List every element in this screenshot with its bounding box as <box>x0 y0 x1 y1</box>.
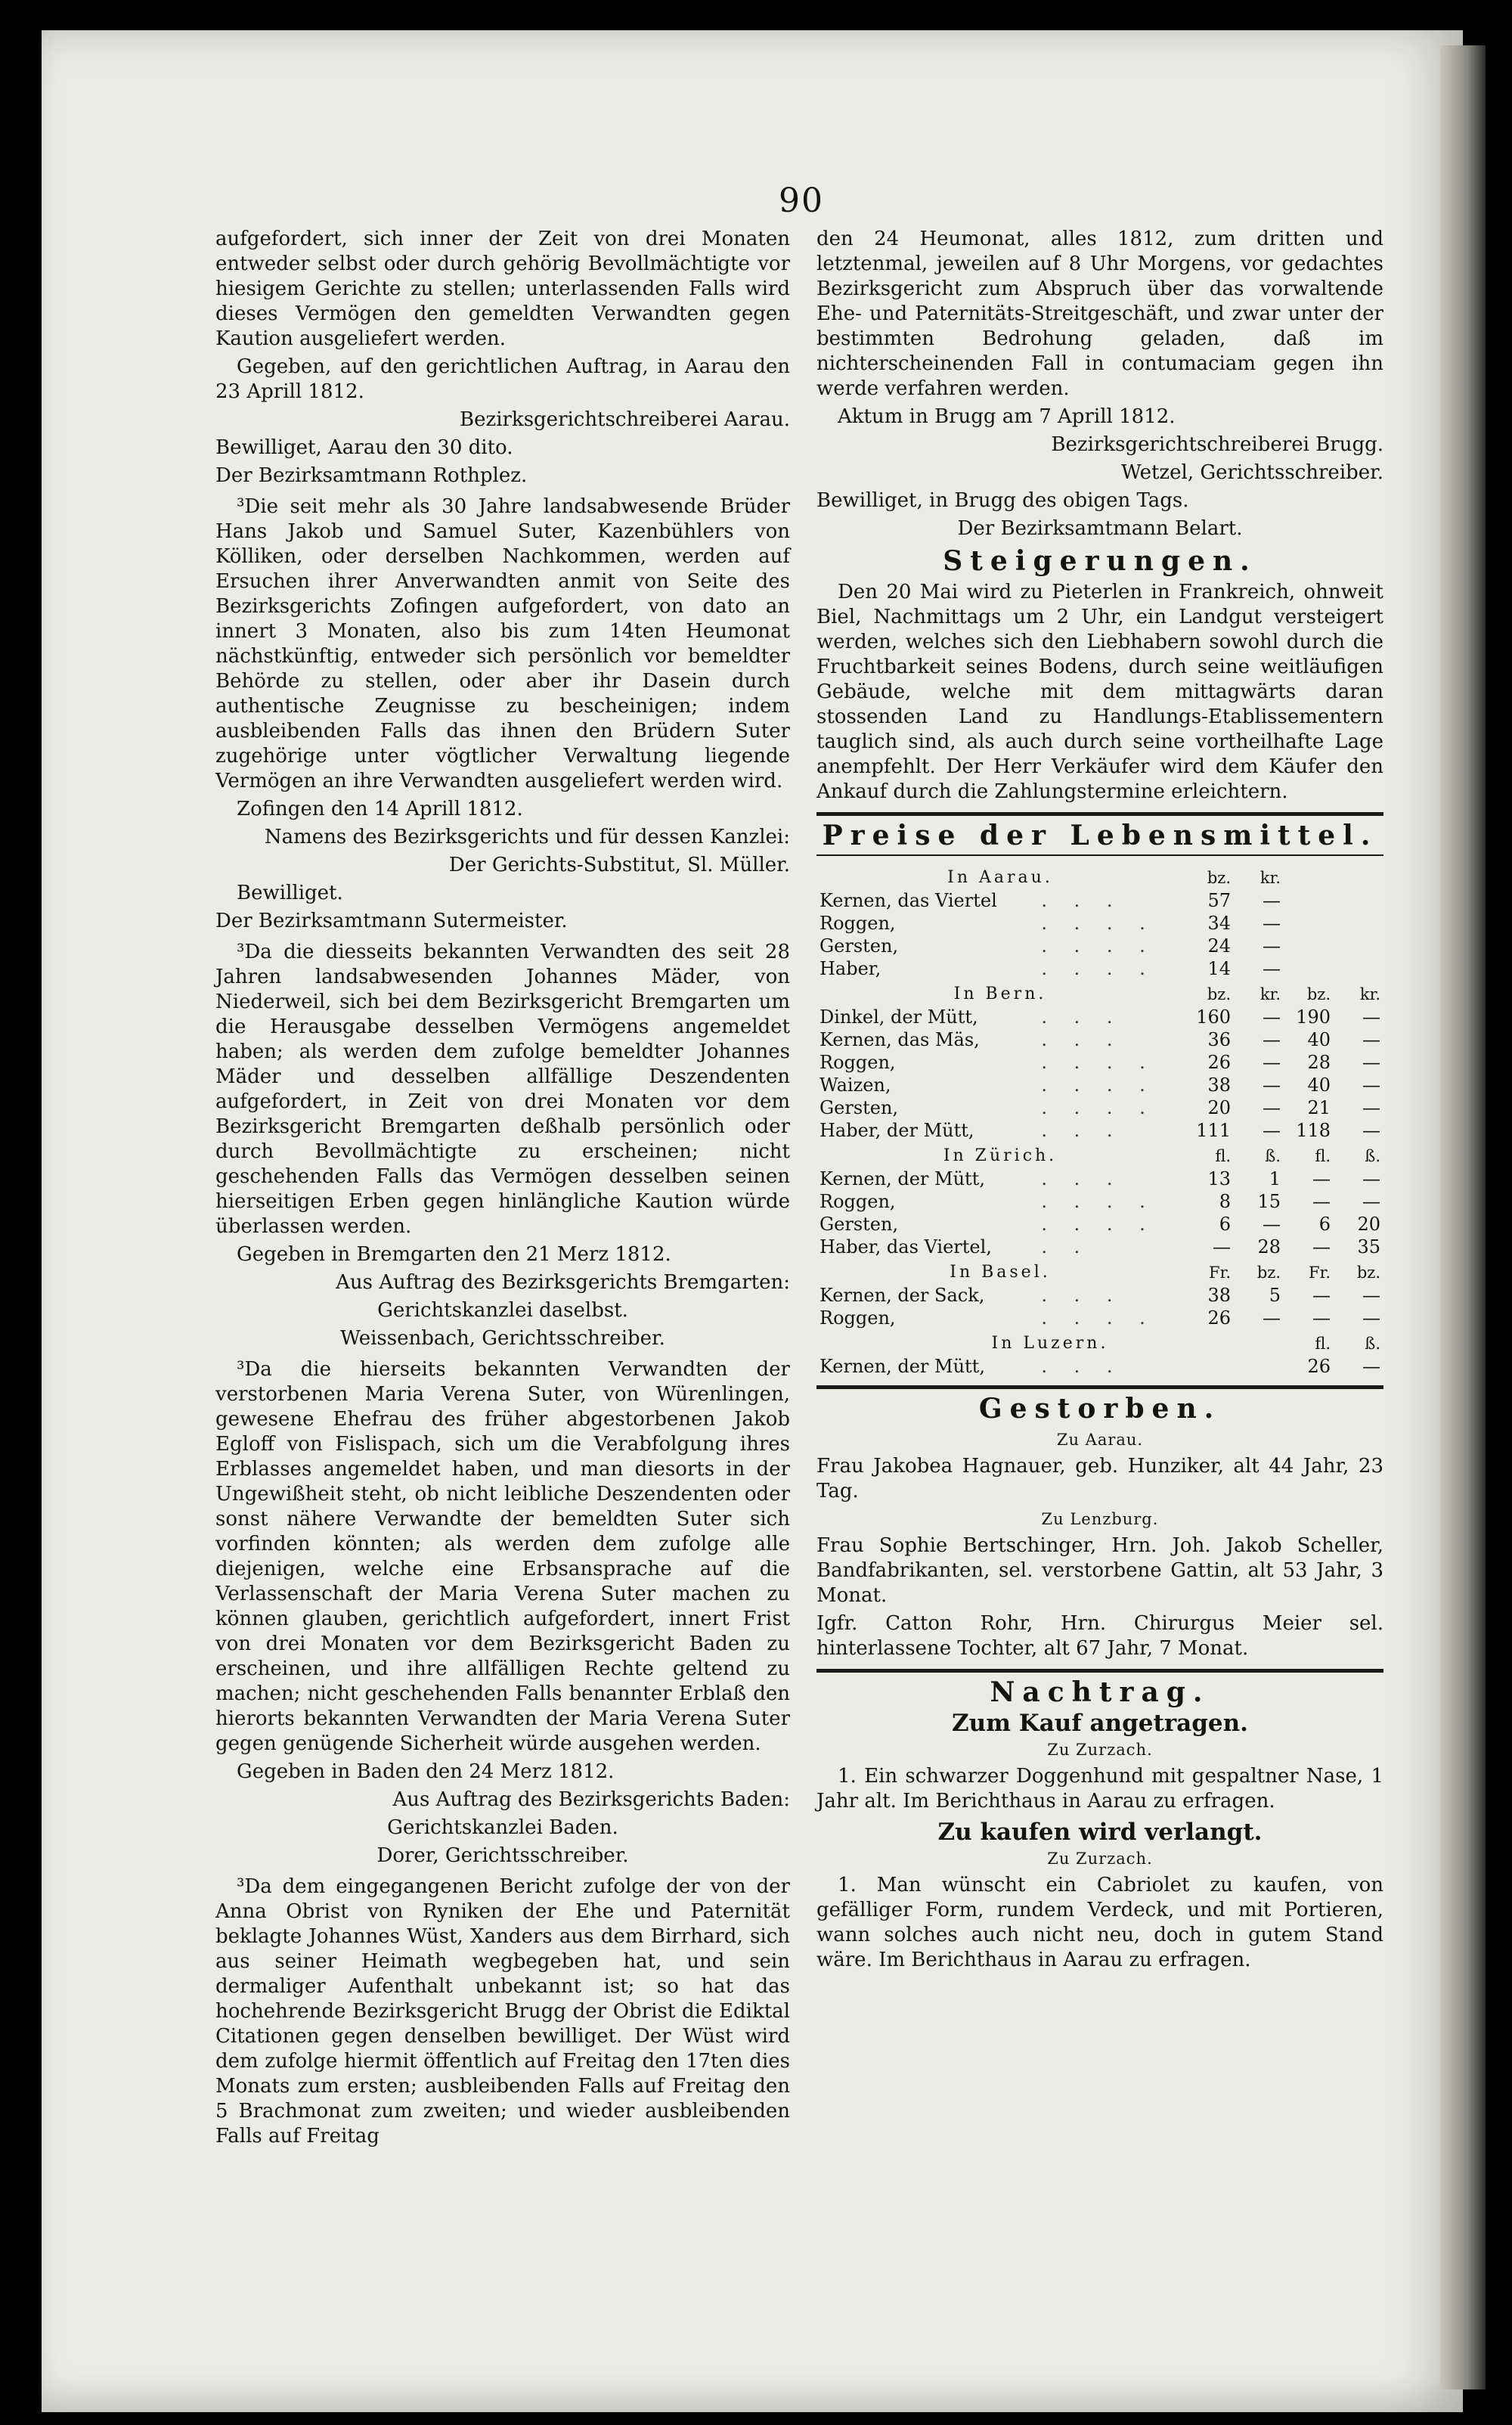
price-row: Gersten, . . . . 20 — 21 — <box>816 1096 1383 1119</box>
place-label: Zu Zurzach. <box>1047 1741 1153 1759</box>
price-section-header <box>816 980 1383 1006</box>
auction-paragraph: Den 20 Mai wird zu Pieterlen in Frankreich, ohnweit Biel, Nachmittags um 2 Uhr, ein Landgut versteigert werden, welches sich den Liebhabern sowohl durch die Fruchtbarkeit seines Bodens, durch seine weitläufigen Gebäude, welche mit dem mittagwärts daran stossenden Land zu Handlungs-Etablissementern tauglich sind, als auch durch seine vortheilhafte Lage anempfehlt. Der Herr Verkäufer wird dem Käufer den Ankauf durch die Zahlungstermine erleichtern. <box>816 581 1383 803</box>
notice-paragraph: ³Da die diesseits bekannten Verwandten des seit 28 Jahren landsabwesenden Johannes Mäder, von Niederweil, sich bei dem Bezirksgericht Bremgarten um die Herausgabe desselben Vermögens angemeldet haben; als werden dem zufolge bemeldter Johannes Mäder und desselben allfällige Deszendenten aufgefordert, in Zeit von drei Monaten vor dem Bezirksgericht Bremgarten deßhalb persönlich oder durch Bevollmächtigte zu erscheinen; nicht geschehenden Falls das Vermögen desselben seinen hierseitigen Erben gegen hinlängliche Kaution würde überlassen werden. <box>215 941 790 1238</box>
price-value: 20 <box>1357 1214 1380 1235</box>
unit-header: kr. <box>1359 985 1380 1003</box>
price-value: 6 <box>1318 1214 1331 1235</box>
date-line: Aktum in Brugg am 7 Aprill 1812. <box>838 405 1176 428</box>
price-section-header <box>816 1142 1383 1168</box>
price-section-header <box>816 864 1383 889</box>
price-value: — <box>1263 935 1281 957</box>
commodity-name: Kernen, das Mäs, <box>820 1029 980 1050</box>
signature-line: Namens des Bezirksgerichts und für dessen Kanzlei: <box>264 826 790 848</box>
price-value: 14 <box>1207 958 1231 979</box>
price-value: 40 <box>1307 1029 1331 1050</box>
place-label: Zu Zurzach. <box>1047 1850 1153 1868</box>
page-number: 90 <box>779 181 824 220</box>
unit-header: ß. <box>1265 1147 1281 1165</box>
commodity-name: Roggen, <box>820 1191 896 1212</box>
commodity-name: Roggen, <box>820 1307 896 1329</box>
commodity-name: Kernen, das Viertel <box>820 890 997 911</box>
approval-line: Bewilliget, in Brugg des obigen Tags. <box>816 489 1189 512</box>
price-value: 6 <box>1219 1214 1231 1235</box>
price-value: — <box>1362 1168 1380 1189</box>
price-row: Haber, . . . . 14 — <box>816 957 1383 980</box>
price-row: Kernen, der Sack, . . . 38 5 — — <box>816 1284 1383 1307</box>
commodity-name: Kernen, der Sack, <box>820 1285 985 1306</box>
price-section-header <box>816 1258 1383 1284</box>
price-value: 26 <box>1207 1307 1231 1329</box>
price-value: — <box>1263 913 1281 934</box>
price-value: 15 <box>1257 1191 1281 1212</box>
price-value: 57 <box>1207 890 1231 911</box>
page-fold-shadow <box>1440 45 1486 2389</box>
price-value: — <box>1213 1236 1231 1257</box>
price-value: — <box>1263 958 1281 979</box>
section-rule <box>816 812 1383 816</box>
price-section-label: In Zürich. <box>943 1146 1058 1165</box>
unit-header: Fr. <box>1209 1264 1231 1282</box>
price-value: — <box>1362 1075 1380 1096</box>
price-table <box>816 864 1383 1378</box>
price-value: — <box>1263 1214 1281 1235</box>
price-section-label: In Basel. <box>950 1263 1051 1282</box>
commodity-name: Dinkel, der Mütt, <box>820 1006 978 1028</box>
price-value: — <box>1362 1191 1380 1212</box>
death-notice: Frau Jakobea Hagnauer, geb. Hunziker, alt 44 Jahr, 23 Tag. <box>816 1455 1383 1502</box>
price-row: Kernen, das Mäs, . . . 36 — 40 — <box>816 1028 1383 1051</box>
classified-item: 1. Man wünscht ein Cabriolet zu kaufen, von gefälliger Form, rundem Verdeck, und mit Portieren, wann solches auch nicht neu, doch in gutem Stand wäre. Im Berichthaus in Aarau zu erfragen. <box>816 1874 1383 1971</box>
price-value: 28 <box>1257 1236 1281 1257</box>
price-value: — <box>1263 1029 1281 1050</box>
price-row: Kernen, der Mütt, . . . 26 — <box>816 1355 1383 1378</box>
price-value: 118 <box>1296 1120 1331 1141</box>
approval-line: Der Bezirksamtmann Sutermeister. <box>215 910 568 932</box>
commodity-name: Roggen, <box>820 913 896 934</box>
right-column <box>816 227 1383 1976</box>
commodity-name: Gersten, <box>820 1097 899 1118</box>
price-value: — <box>1362 1356 1380 1377</box>
price-value: — <box>1362 1029 1380 1050</box>
price-value: 21 <box>1307 1097 1331 1118</box>
price-row: Waizen, . . . . 38 — 40 — <box>816 1074 1383 1096</box>
price-value: 20 <box>1207 1097 1231 1118</box>
price-row: Haber, das Viertel, . . — 28 — 35 <box>816 1236 1383 1258</box>
price-value: 24 <box>1207 935 1231 957</box>
unit-header: bz. <box>1256 1264 1281 1282</box>
unit-header: Fr. <box>1309 1264 1331 1282</box>
notice-paragraph: ³Die seit mehr als 30 Jahre landsabwesende Brüder Hans Jakob und Samuel Suter, Kazenbühlers von Kölliken, oder derselben Nachkommen, werden auf Ersuchen ihrer Anverwandten anmit von Seite des Bezirksgerichts Zofingen aufgefordert, von dato an innert 3 Monaten, also bis zum 14ten Heumonat nächstkünftig, entweder sich persönlich vor bemeldter Behörde zu stellen, oder aber ihr Dasein durch authentische Zeugnisse zu bescheinigen; indem ausbleibenden Falls das ihnen den Brüdern Suter zugehörige unter vögtlicher Verwaltung liegende Vermögen an ihre Verwandten ausgeliefert werden wird. <box>215 495 790 792</box>
notice-paragraph: ³Da dem eingegangenen Bericht zufolge der von der Anna Obrist von Ryniken der Ehe und Paternität beklagte Johannes Wüst, Xanders aus dem Birrhard, sich aus seiner Heimath wegbegeben hat, und sein dermaliger Aufenthalt unbekannt ist; so hat das hochehrende Bezirksgericht Brugg der Obrist die Ediktal Citationen gegen denselben bewilliget. Der Wüst wird dem zufolge hiermit öffentlich auf Freitag den 17ten dies Monats zum ersten; ausbleibenden Falls auf Freitag den 5 Brachmonat zum zweiten; und wieder ausbleibenden Falls auf Freitag <box>215 1875 790 2147</box>
price-value: 160 <box>1196 1006 1231 1028</box>
price-value: 13 <box>1207 1168 1231 1189</box>
place-label: Zu Aarau. <box>1056 1431 1144 1449</box>
price-value: 36 <box>1207 1029 1231 1050</box>
signature-line: Bezirksgerichtschreiberei Brugg. <box>1051 433 1383 456</box>
price-section-label: In Luzern. <box>991 1334 1109 1353</box>
price-row: Roggen, . . . . 34 — <box>816 912 1383 935</box>
unit-header: bz. <box>1306 985 1331 1003</box>
commodity-name: Haber, <box>820 958 881 979</box>
commodity-name: Gersten, <box>820 935 899 957</box>
price-value: — <box>1312 1285 1331 1306</box>
unit-header: bz. <box>1207 869 1231 887</box>
unit-header: kr. <box>1259 869 1281 887</box>
approval-line: Bewilliget. <box>237 882 343 904</box>
section-heading-preise: Preise der Lebensmittel. <box>822 820 1378 851</box>
price-value: 40 <box>1307 1075 1331 1096</box>
section-rule <box>816 1385 1383 1389</box>
left-column <box>215 227 790 2152</box>
price-value: — <box>1263 1052 1281 1073</box>
price-row: Gersten, . . . . 24 — <box>816 935 1383 957</box>
price-value: — <box>1362 1006 1380 1028</box>
price-value: — <box>1362 1097 1380 1118</box>
price-row: Kernen, der Mütt, . . . 13 1 — — <box>816 1168 1383 1190</box>
classified-item: 1. Ein schwarzer Doggenhund mit gespaltner Nase, 1 Jahr alt. Im Berichthaus in Aarau zu erfragen. <box>816 1765 1383 1813</box>
price-value: 8 <box>1219 1191 1231 1212</box>
approval-line: Der Bezirksamtmann Belart. <box>957 517 1243 540</box>
section-rule <box>816 1669 1383 1673</box>
date-line: Gegeben in Bremgarten den 21 Merz 1812. <box>237 1243 671 1266</box>
price-value: 28 <box>1307 1052 1331 1073</box>
price-value: — <box>1263 1006 1281 1028</box>
date-line: Gegeben in Baden den 24 Merz 1812. <box>237 1760 615 1783</box>
price-value: — <box>1263 1120 1281 1141</box>
section-heading-gestorben: Gestorben. <box>978 1393 1222 1425</box>
subheading-kauf: Zum Kauf angetragen. <box>952 1710 1248 1737</box>
commodity-name: Waizen, <box>820 1075 891 1096</box>
price-value: 38 <box>1207 1075 1231 1096</box>
price-value: — <box>1312 1191 1331 1212</box>
commodity-name: Gersten, <box>820 1214 899 1235</box>
section-heading-nachtrag: Nachtrag. <box>990 1676 1210 1708</box>
date-line: Zofingen den 14 Aprill 1812. <box>237 798 523 820</box>
section-heading-steigerungen: Steigerungen. <box>943 545 1257 577</box>
price-value: — <box>1263 1097 1281 1118</box>
section-rule <box>816 854 1383 856</box>
price-section-header <box>816 1329 1383 1355</box>
price-value: 26 <box>1207 1052 1231 1073</box>
price-value: 38 <box>1207 1285 1231 1306</box>
death-notice: Frau Sophie Bertschinger, Hrn. Joh. Jakob Scheller, Bandfabrikanten, sel. verstorbene Gattin, alt 53 Jahr, 3 Monat. <box>816 1534 1383 1607</box>
notice-paragraph: ³Da die hierseits bekannten Verwandten der verstorbenen Maria Verena Suter, von Würenlingen, gewesene Ehefrau des früher abgestorbenen Jakob Egloff von Fislispach, sich um die Verabfolgung ihres Erblasses angemeldet haben, und man diesorts in der Ungewißheit steht, ob nicht leibliche Deszendenten oder sonst nähere Verwandte der bemeldten Suter sich vorfinden könnten; als werden dem zufolge alle diejenigen, welche eine Erbsansprache auf die Verlassenschaft der Maria Verena Suter machen zu können glauben, gerichtlich aufgefordert, innert Frist von drei Monaten vor dem Bezirksgericht Baden zu erscheinen, und ihre allfälligen Rechte geltend zu machen; nicht geschehenden Falls benannter Erblaß den hierorts bekannten Verwandten der Maria Verena Suter gegen genügende Sicherheit würde ausgehen werden. <box>215 1358 790 1755</box>
price-row: Gersten, . . . . 6 — 6 20 <box>816 1213 1383 1236</box>
signature-line: Aus Auftrag des Bezirksgerichts Baden: <box>392 1788 790 1811</box>
approval-line: Der Bezirksamtmann Rothplez. <box>215 464 528 487</box>
price-value: 5 <box>1269 1285 1281 1306</box>
signature-line: Gerichtskanzlei Baden. <box>387 1816 618 1839</box>
unit-header: bz. <box>1356 1264 1380 1282</box>
price-value: — <box>1312 1168 1331 1189</box>
price-value: 35 <box>1357 1236 1380 1257</box>
unit-header: kr. <box>1259 985 1281 1003</box>
price-section-label: In Bern. <box>953 985 1047 1003</box>
unit-header: ß. <box>1365 1335 1380 1353</box>
price-row: Roggen, . . . . 26 — — — <box>816 1307 1383 1329</box>
commodity-name: Kernen, der Mütt, <box>820 1356 985 1377</box>
signature-line: Aus Auftrag des Bezirksgerichts Bremgarten: <box>336 1271 790 1294</box>
signature-line: Der Gerichts-Substitut, Sl. Müller. <box>448 854 790 876</box>
death-notice: Igfr. Catton Rohr, Hrn. Chirurgus Meier sel. hinterlassene Tochter, alt 67 Jahr, 7 Monat. <box>816 1612 1383 1660</box>
unit-header: bz. <box>1207 985 1231 1003</box>
price-row: Roggen, . . . . 26 — 28 — <box>816 1051 1383 1074</box>
place-label: Zu Lenzburg. <box>1041 1510 1159 1528</box>
unit-header: fl. <box>1315 1335 1331 1353</box>
unit-header: fl. <box>1315 1147 1331 1165</box>
signature-line: Wetzel, Gerichtsschreiber. <box>1120 461 1383 484</box>
price-value: — <box>1263 890 1281 911</box>
signature-line: Dorer, Gerichtsschreiber. <box>376 1844 629 1867</box>
commodity-name: Haber, der Mütt, <box>820 1120 974 1141</box>
approval-line: Bewilliget, Aarau den 30 dito. <box>215 436 513 459</box>
subheading-verlangt: Zu kaufen wird verlangt. <box>937 1819 1263 1846</box>
price-value: — <box>1362 1120 1380 1141</box>
unit-header: ß. <box>1365 1147 1380 1165</box>
price-value: — <box>1263 1307 1281 1329</box>
price-row: Dinkel, der Mütt, . . . 160 — 190 — <box>816 1006 1383 1028</box>
price-section-label: In Aarau. <box>947 868 1053 887</box>
signature-line: Weissenbach, Gerichtsschreiber. <box>340 1327 665 1350</box>
commodity-name: Roggen, <box>820 1052 896 1073</box>
unit-header: fl. <box>1215 1147 1231 1165</box>
commodity-name: Haber, das Viertel, <box>820 1236 992 1257</box>
commodity-name: Kernen, der Mütt, <box>820 1168 985 1189</box>
paragraph: aufgefordert, sich inner der Zeit von drei Monaten entweder selbst oder durch gehörig Bevollmächtigte vor hiesigem Gerichte zu stellen; unterlassenden Falls wird dieses Vermögen den gemeldten Verwandten gegen Kaution ausgeliefert werden. <box>215 228 790 350</box>
price-value: 34 <box>1207 913 1231 934</box>
price-value: 190 <box>1296 1006 1331 1028</box>
price-value: 111 <box>1196 1120 1231 1141</box>
price-value: — <box>1362 1052 1380 1073</box>
price-row: Kernen, das Viertel . . . 57 — <box>816 889 1383 912</box>
price-value: — <box>1263 1075 1281 1096</box>
price-value: — <box>1312 1236 1331 1257</box>
price-value: — <box>1362 1285 1380 1306</box>
signature-line: Bezirksgerichtschreiberei Aarau. <box>460 408 790 431</box>
paragraph: den 24 Heumonat, alles 1812, zum dritten und letztenmal, jeweilen auf 8 Uhr Morgens, vor gedachtes Bezirksgericht zum Abspruch über das vorwaltende Ehe- und Paternitäts-Streitgeschäft, und zwar unter der bestimmten Bedrohung geladen, daß im nichterscheinenden Fall in contumaciam gegen ihn werde verfahren werden. <box>816 228 1383 400</box>
price-row: Haber, der Mütt, . . . 111 — 118 — <box>816 1119 1383 1142</box>
price-row: Roggen, . . . . 8 15 — — <box>816 1190 1383 1213</box>
price-value: — <box>1362 1307 1380 1329</box>
paragraph: Gegeben, auf den gerichtlichen Auftrag, in Aarau den 23 Aprill 1812. <box>215 355 790 403</box>
signature-line: Gerichtskanzlei daselbst. <box>377 1299 628 1322</box>
price-value: 1 <box>1269 1168 1281 1189</box>
price-value: — <box>1312 1307 1331 1329</box>
price-value: 26 <box>1307 1356 1331 1377</box>
